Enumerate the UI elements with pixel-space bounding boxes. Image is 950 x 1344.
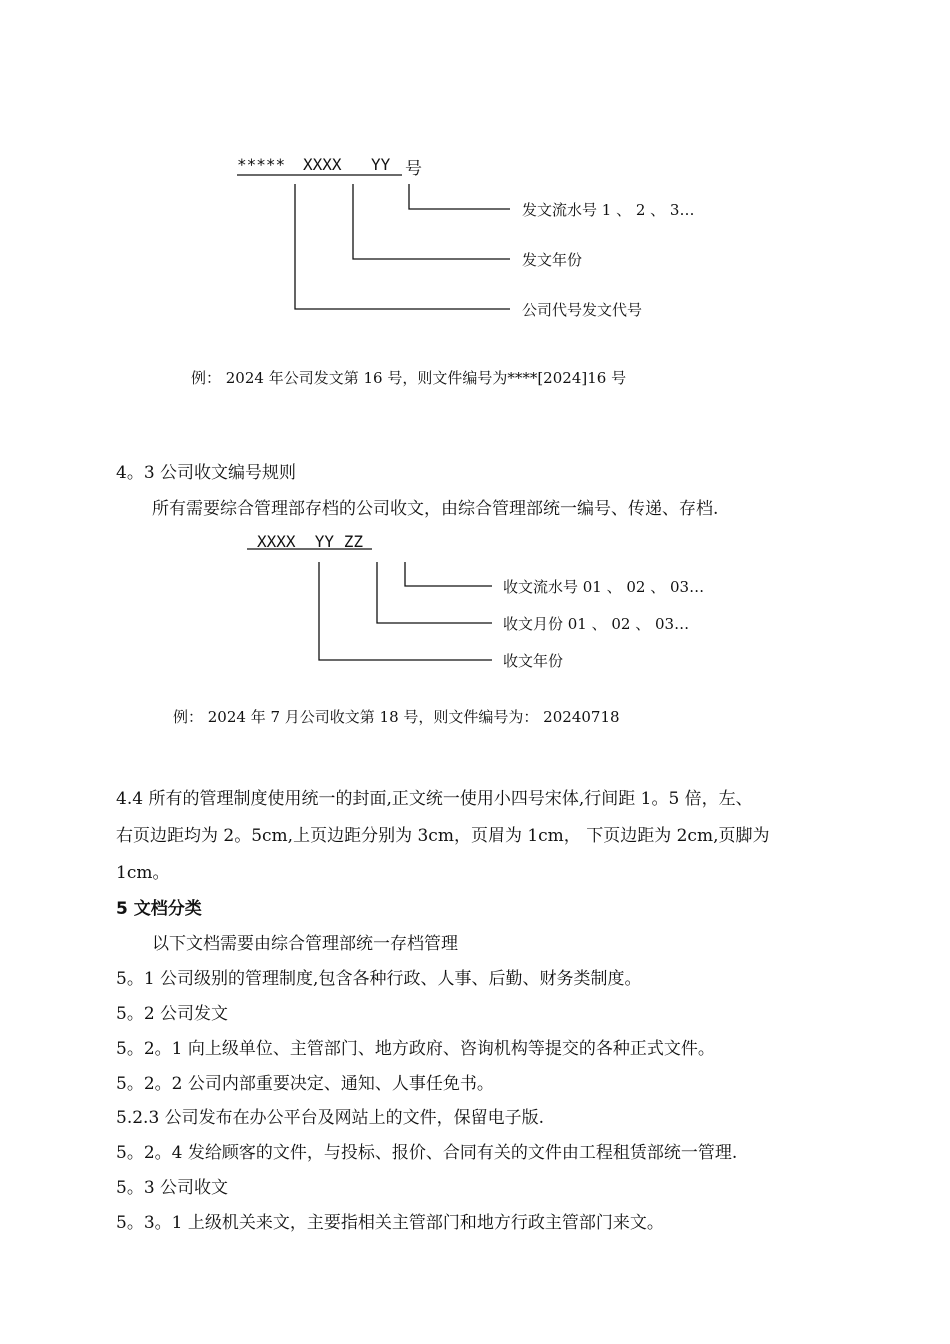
code-receive: XXXX YY ZZ bbox=[257, 532, 363, 551]
label-serial-1: 发文流水号 1 、 2 、 3… bbox=[522, 201, 695, 219]
section-5-heading: 5 文档分类 bbox=[116, 899, 202, 919]
code-year: YY bbox=[371, 155, 391, 174]
label-serial-2: 收文流水号 01 、 02 、 03… bbox=[503, 578, 705, 596]
code-hao: 号 bbox=[405, 159, 422, 179]
connector-serial-1 bbox=[409, 184, 510, 209]
section-4-4-line-3: 1cm。 bbox=[116, 863, 170, 883]
example-1: 例： 2024 年公司发文第 16 号，则文件编号为****[2024]16 号 bbox=[191, 369, 627, 387]
example-2: 例： 2024 年 7 月公司收文第 18 号，则文件编号为： 20240718 bbox=[173, 708, 620, 726]
connector-serial-2 bbox=[405, 562, 492, 586]
list-item: 5。1 公司级别的管理制度,包含各种行政、人事、后勤、财务类制度。 bbox=[116, 969, 642, 989]
connector-year-1 bbox=[353, 184, 510, 259]
code-company: XXXX bbox=[303, 155, 342, 174]
section-4-4-line-2: 右页边距均为 2。5cm,上页边距分别为 3cm，页眉为 1cm， 下页边距为 2cm,页脚为 bbox=[116, 826, 770, 846]
list-item: 5。3 公司收文 bbox=[116, 1178, 229, 1198]
section-4-3-text: 所有需要综合管理部存档的公司收文，由综合管理部统一编号、传递、存档. bbox=[152, 499, 719, 519]
connector-month-2 bbox=[377, 562, 492, 623]
list-item: 5。2。4 发给顾客的文件，与投标、报价、合同有关的文件由工程租赁部统一管理. bbox=[116, 1143, 738, 1163]
label-year-1: 发文年份 bbox=[522, 251, 583, 269]
list-item: 5。2。1 向上级单位、主管部门、地方政府、咨询机构等提交的各种正式文件。 bbox=[116, 1039, 715, 1059]
section-5-intro: 以下文档需要由综合管理部统一存档管理 bbox=[152, 934, 458, 954]
section-4-4-line-1: 4.4 所有的管理制度使用统一的封面,正文统一使用小四号宋体,行间距 1。5 倍，左、 bbox=[116, 789, 753, 809]
label-month-2: 收文月份 01 、 02 、 03… bbox=[503, 615, 690, 633]
label-company-1: 公司代号发文代号 bbox=[522, 301, 643, 319]
section-4-3-heading: 4。3 公司收文编号规则 bbox=[116, 463, 297, 483]
list-item: 5。2。2 公司内部重要决定、通知、人事任免书。 bbox=[116, 1074, 494, 1094]
label-year-2: 收文年份 bbox=[503, 652, 564, 670]
list-item: 5。3。1 上级机关来文，主要指相关主管部门和地方行政主管部门来文。 bbox=[116, 1213, 664, 1233]
connector-company-1 bbox=[295, 184, 510, 309]
list-item: 5.2.3 公司发布在办公平台及网站上的文件，保留电子版. bbox=[116, 1108, 545, 1128]
list-item: 5。2 公司发文 bbox=[116, 1004, 229, 1024]
code-stars: ***** bbox=[237, 155, 286, 174]
